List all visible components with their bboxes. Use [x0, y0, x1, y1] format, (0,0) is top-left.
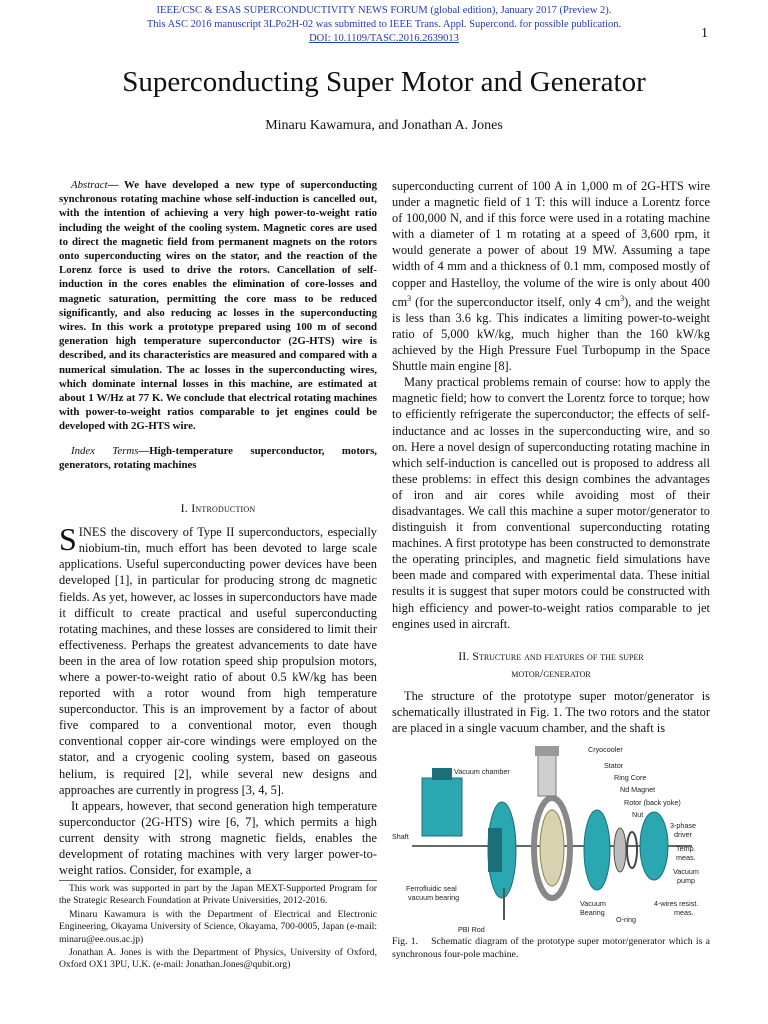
- label-vacuum-bearing-2: Bearing: [580, 908, 605, 917]
- right-paragraph-1: [392, 178, 710, 374]
- intro-paragraph-1: [59, 521, 377, 798]
- label-temp: Temp.: [676, 844, 696, 853]
- figure-1-caption: [392, 936, 710, 961]
- right-paragraph-3: The structure of the prototype super motor/generator is schematically illustrated in Fig. 1. The two rotors and the stator are placed in a single vacuum chamber, and the shaft is: [392, 688, 710, 735]
- header-line-2: This ASC 2016 manuscript 3LPo2H-02 was submitted to IEEE Trans. Appl. Supercond. for possible publication.: [146, 19, 622, 30]
- right-paragraph-1-part-b: (for the superconductor itself, only 4 cm: [411, 294, 621, 309]
- label-ferrofluidic-1: Ferrofluidic seal: [406, 884, 457, 893]
- label-ring-core: Ring Core: [614, 773, 647, 782]
- label-rotor: Rotor (back yoke): [624, 798, 681, 807]
- caption-label: Fig. 1.: [392, 936, 419, 947]
- footnotes: [59, 880, 377, 973]
- abstract-lead: Abstract: [71, 179, 108, 191]
- section-heading-introduction: I. Introduction: [180, 501, 256, 516]
- oring-shape: [627, 832, 637, 868]
- cryocooler-shape: [538, 752, 556, 796]
- label-oring: O-ring: [616, 915, 636, 924]
- index-terms-lead: Index Terms: [71, 444, 139, 457]
- ring-core: [540, 810, 564, 886]
- intro-paragraph-2: It appears, however, that second generation high temperature superconductor (2G-HTS) wire [6, 7], which permits a high current density with strong magnetic fields, enables the development of rotating machines with very larger power-to-weight ratios. Consider, for example, a: [59, 798, 377, 878]
- label-four-wires-2: meas.: [674, 908, 694, 917]
- intro-paragraph-1-text: INES the discovery of Type II superconductors, especially niobium-tin, much effort has been devoted to large scale applications. Useful superconducting power devices have been developed [1], in particular for producing strong dc magnetic fields. As yet, however, ac losses in superconductors have made it difficult to create practical and useful superconducting rotating machines, and these losses are considered to limit their effectiveness. Perhaps the greatest advancements to date have been in the area of low rotation speed ship propulsion motors, where a power-to-weight ratio of about 0.5 kW/kg has been reported with a rotor wound from high temperature superconductor. This is an improvement by a factor of about five compared to a conventional motor, even though conventional copper air-core windings were employed on the stator, and a cryogenic cooling system, based on gaseous helium, is required [2], while several new designs and approaches are currently in progress [3, 4, 5].: [59, 525, 377, 797]
- right-rotor-disc: [584, 810, 610, 890]
- section-heading-structure: [392, 648, 710, 682]
- label-vacuum-pump-2: pump: [677, 876, 695, 885]
- label-four-wires-1: 4-wires resist.: [654, 899, 699, 908]
- right-paragraph-2: Many practical problems remain of course: how to apply the magnetic field; how to convert the Lorentz force to torque; how to efficiently refrigerate the superconductor; the effects of self-inductance and ac losses in the superconducting wire, and so on. Here a novel design of superconducting rotating machine in which self-induction is cancelled out is proposed to address all these problems: in effect this design combines the advantages of iron and air cores while avoiding most of their disadvantages. We call this machine a super motor/generator to distinguish it from conventional superconducting rotating machines. A first prototype has been constructed to demonstrate the operating principles, and magnetic field simulations have been made and compared with experimental data. These initial results it is suggest that super motors could be constructed with high efficiency and power-to-weight ratios comparable to jet engines used in aircraft.: [392, 375, 710, 631]
- footnote-author-2: Jonathan A. Jones is with the Department of Physics, University of Oxford, Oxford OX1 3PU, U.K. (e-mail: Jonathan.Jones@qubit.org): [59, 947, 377, 971]
- label-driver: driver: [674, 830, 692, 839]
- paper-title: Superconducting Super Motor and Generator: [122, 66, 646, 98]
- end-plate: [640, 812, 668, 880]
- paper-authors: Minaru Kawamura, and Jonathan A. Jones: [265, 118, 503, 133]
- label-nut: Nut: [632, 810, 644, 819]
- label-temp-meas: meas.: [676, 853, 696, 862]
- vacuum-chamber-shape: [422, 778, 462, 836]
- abstract-text: — We have developed a new type of superconducting synchronous rotating machine whose self-induction is cancelled out, with the intention of achieving a very high power-to-weight ratio including the weight of the cooling system. Magnetic cores are used to direct the magnetic field from permanent magnets on the rotors onto superconducting wires on the stator, and the reaction of the Lorenz force is used to drive the rotors. Cancellation of self-induction in the cores enables the elimination of core-losses and magnetic saturation, permitting the core mass to be reduced significantly, and also reducing ac losses in the superconducting wires. In this work a prototype prepared using 100 m of second generation high temperature superconductor (2G-HTS) wire is described, and its characteristics are measured and compared with a numerical simulation. The ac losses in the superconducting wires, which dominate internal losses in this machine, are estimated at about 1 W/Hz at 77 K. We conclude that electrical rotating machines with power-to-weight ratios comparable to jet engines could be developed with 2G-HTS wire.: [59, 179, 377, 433]
- superscript-3b: 3: [620, 293, 625, 303]
- page-number: 1: [701, 26, 708, 41]
- superscript-3a: 3: [407, 293, 412, 303]
- label-cryocooler: Cryocooler: [588, 745, 623, 754]
- section-heading-structure-line-2: motor/generator: [511, 665, 591, 680]
- label-stator: Stator: [604, 761, 624, 770]
- right-column: [392, 178, 710, 736]
- label-vacuum-chamber: Vacuum chamber: [454, 767, 510, 776]
- left-column: [59, 178, 377, 878]
- abstract: [59, 178, 377, 434]
- index-terms-text: —High-temperature superconductor, motors, generators, rotating machines: [59, 444, 378, 471]
- label-ferrofluidic-2: vacuum bearing: [408, 893, 460, 902]
- label-three-phase: 3-phase: [670, 821, 696, 830]
- right-paragraph-1-part-a: superconducting current of 100 A in 1,000 m of 2G-HTS wire under a magnetic field of 1 T: this will induce a Lorentz force of 100,000 N, and if this force were used in a rotating machine with a diameter of 1 m rotating at a speed of 3,600 rpm, it would generate a power of about 19 MW. Assuming a tape width of 4 mm and a thickness of 0.1 mm, composed mostly of copper and Hastelloy, the volume of the wire is only about 400 cm: [392, 179, 710, 309]
- left-rotor-hub: [488, 828, 502, 872]
- caption-text: Schematic diagram of the prototype super motor/generator which is a synchronous four-pole machine.: [392, 936, 710, 960]
- index-terms: [59, 444, 377, 472]
- cryocooler-head: [535, 746, 559, 756]
- footnote-author-1: Minaru Kawamura is with the Department of Electrical and Electronic Engineering, Okayama University of Science, Okayama, 700-0005, Japan (e-mail: minaru@ee.ous.ac.jp): [59, 908, 377, 945]
- label-shaft: Shaft: [392, 832, 409, 841]
- figure-1-schematic: [392, 738, 710, 934]
- journal-header: [0, 4, 768, 46]
- label-nd-magnet: Nd Magnet: [620, 785, 656, 794]
- doi-link[interactable]: DOI: 10.1109/TASC.2016.2639013: [309, 33, 459, 44]
- header-line-1: IEEE/CSC & ESAS SUPERCONDUCTIVITY NEWS FORUM (global edition), January 2017 (Preview 2).: [156, 5, 612, 16]
- label-vacuum-pump-1: Vacuum: [673, 867, 699, 876]
- right-paragraph-1-part-c: ), and the weight is less than 3.6 kg. This indicates a limiting power-to-weight ratio of 5,000 kW/kg, much higher than the 160 kW/kg achieved by the High Pressure Fuel Turbopump in the Space Shuttle main engine [8].: [392, 294, 710, 374]
- vacuum-bearing-shape: [614, 828, 626, 872]
- vacuum-chamber-ports: [432, 768, 452, 780]
- label-pbi-rod: PBI Rod: [458, 925, 485, 934]
- label-vacuum-bearing-1: Vacuum: [580, 899, 606, 908]
- dropcap: S: [59, 521, 77, 558]
- section-heading-structure-line-1: II. Structure and features of the super: [458, 648, 644, 663]
- footnote-funding: This work was supported in part by the Japan MEXT-Supported Program for the Strategic Research Foundation at Private Universities, 2012-2016.: [59, 883, 377, 907]
